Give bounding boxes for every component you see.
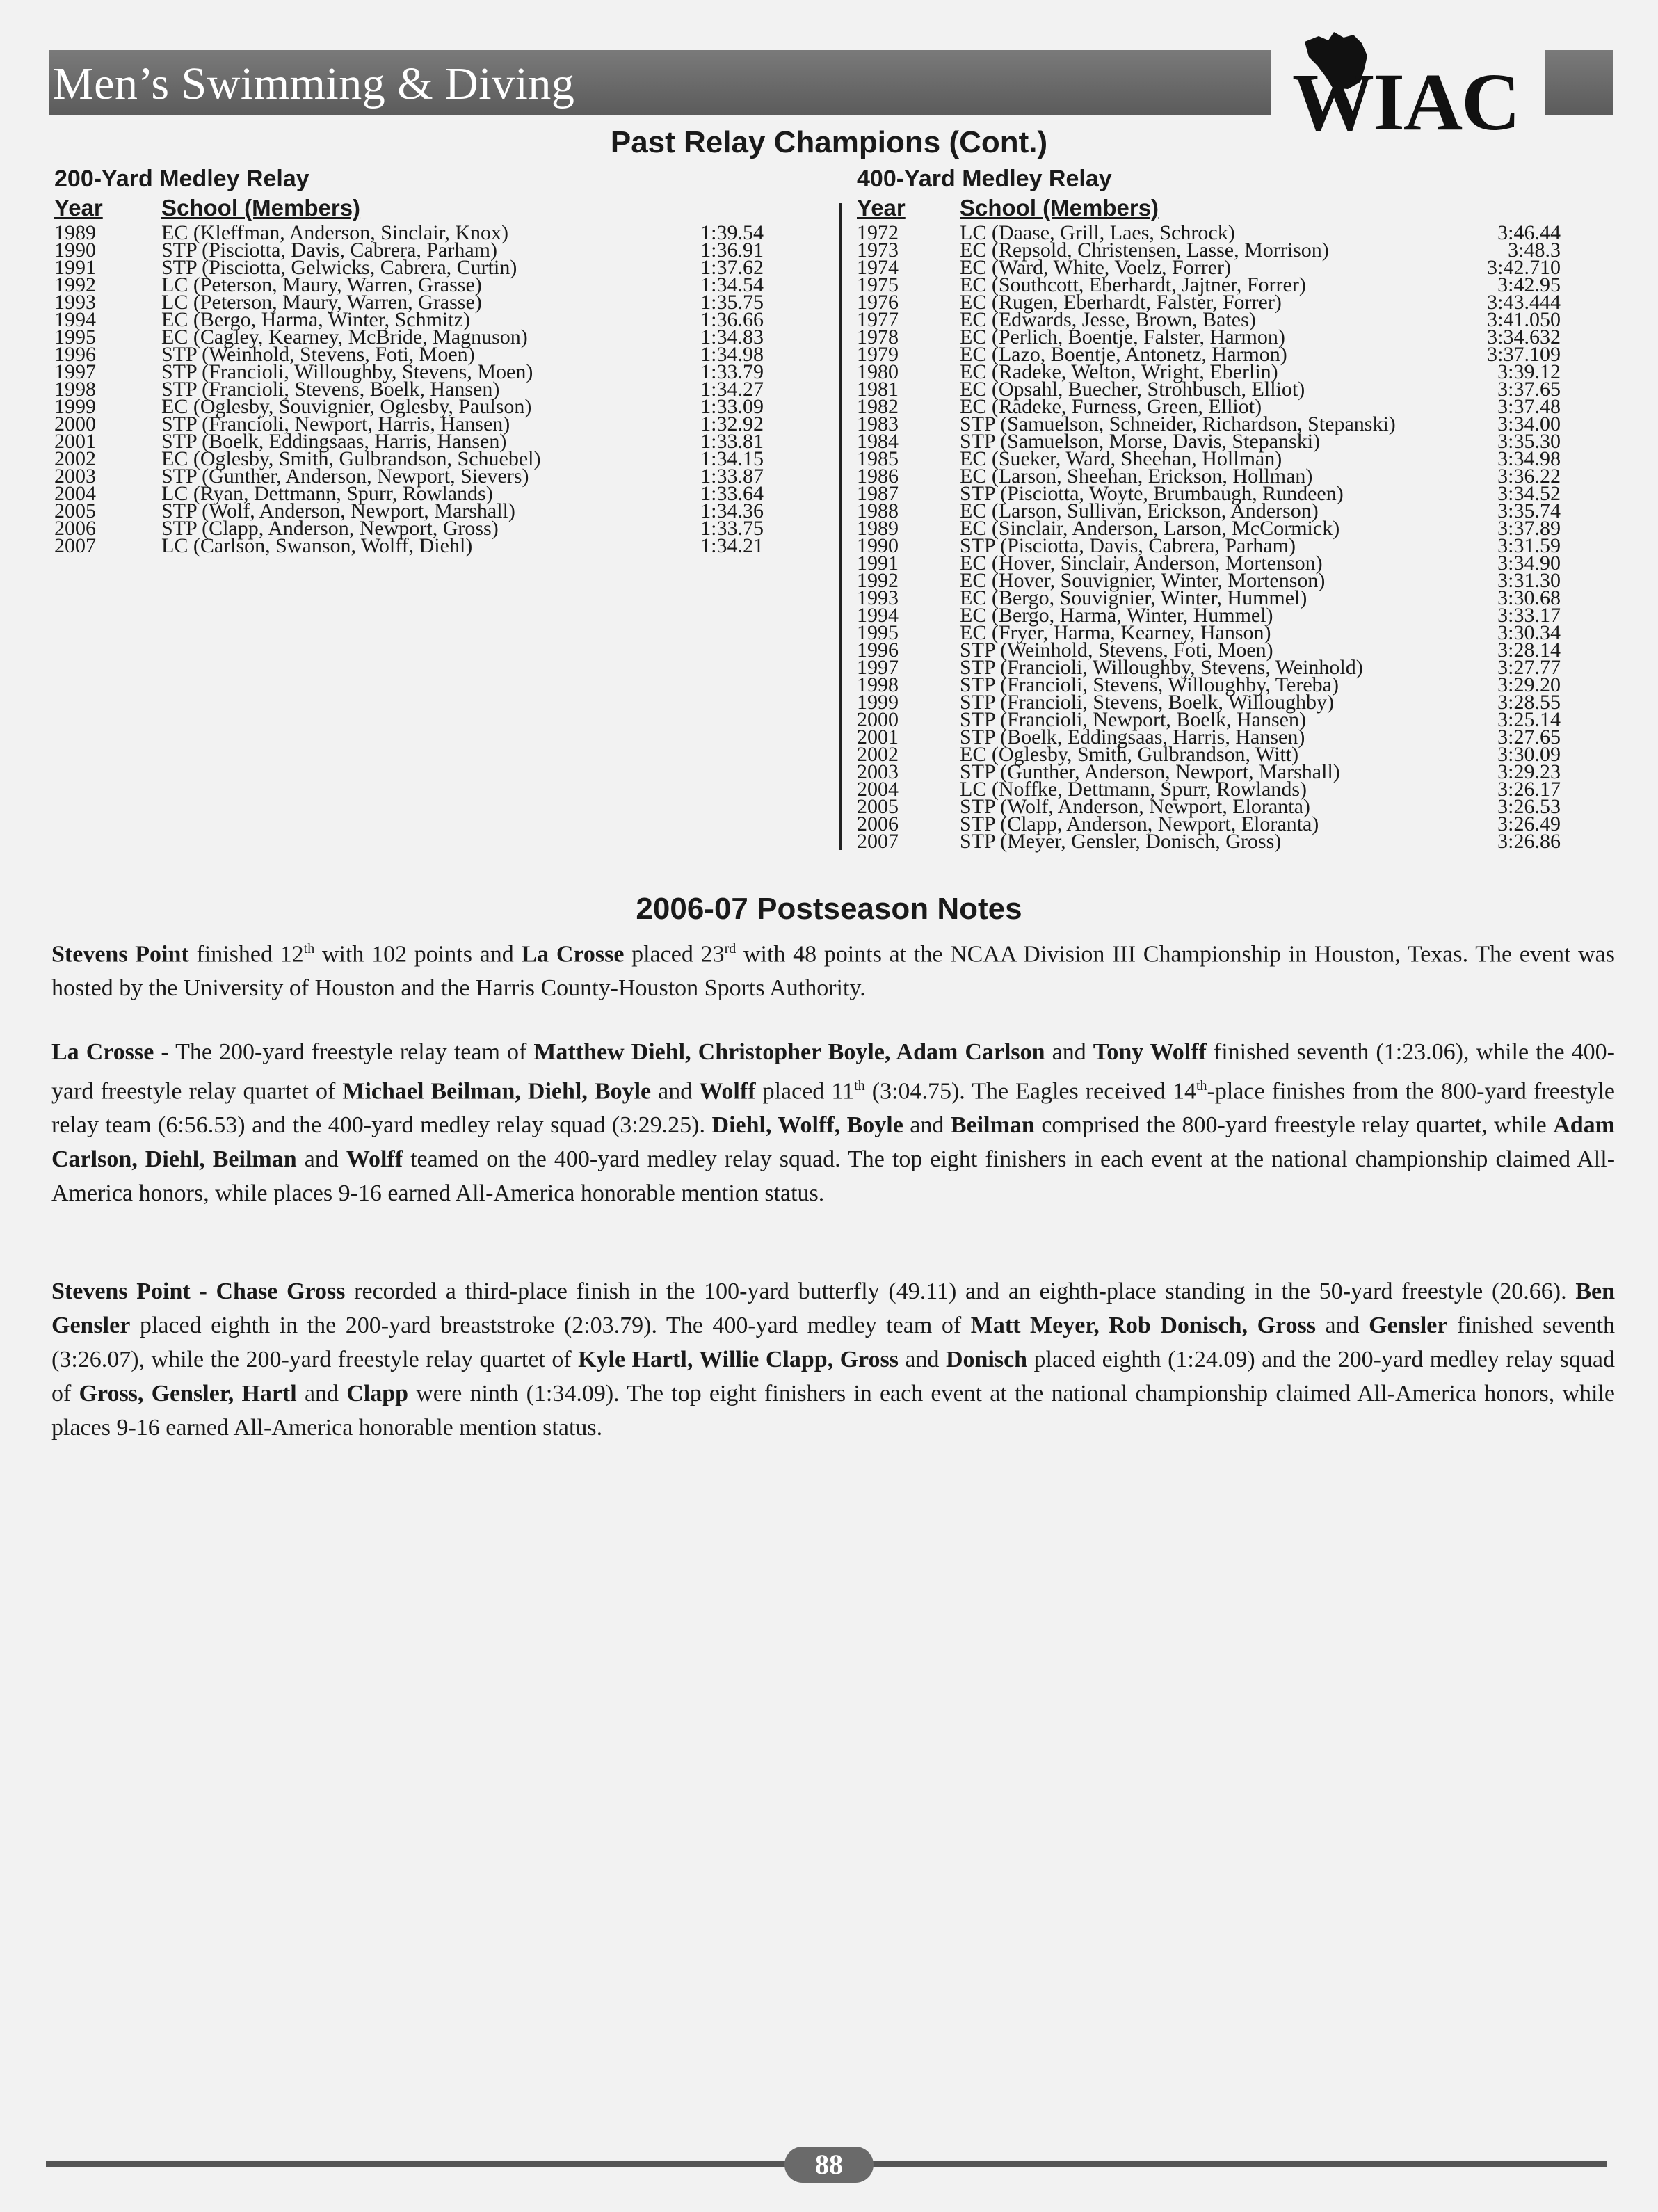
text-run: with 102 points and [314,941,522,968]
relay-school-members: LC (Ryan, Dettmann, Spurr, Rowlands) [161,482,493,505]
relay-school-members: EC (Radeke, Furness, Green, Elliot) [960,395,1262,418]
relay-year: 2000 [54,412,96,435]
relay-school-members: EC (Perlich, Boentje, Falster, Harmon) [960,326,1285,348]
relay-time: 3:28.55 [1497,691,1561,714]
relay-time: 1:33.64 [700,482,764,505]
text-run: and [898,1347,946,1372]
relay-school-members: EC (Larson, Sheehan, Erickson, Hollman) [960,465,1313,488]
relay-year: 1999 [857,691,899,714]
relay-time: 1:36.91 [700,239,764,262]
notes-heading: 2006-07 Postseason Notes [636,892,1022,926]
relay-year: 1997 [857,656,899,679]
relay-time: 3:34.632 [1487,326,1561,348]
bold-name: Tony Wolff [1093,1039,1207,1065]
relay-school-members: EC (Southcott, Eberhardt, Jajtner, Forrer) [960,273,1306,296]
relay-year: 1995 [857,621,899,644]
bold-name: La Crosse [51,1039,154,1065]
text-run: - [190,1279,216,1304]
logo-text: WIAC [1292,56,1520,147]
bold-name: Beilman [950,1112,1035,1139]
text-run: and [296,1146,346,1173]
text-run: and [296,1381,347,1406]
relay-year: 1996 [857,639,899,662]
relay-year: 2006 [54,517,96,540]
text-run: finished 12 [188,941,304,968]
relay-year: 1998 [857,673,899,696]
bold-name: Kyle Hartl, Willie Clapp, Gross [578,1347,899,1372]
relay-time: 3:37.109 [1487,343,1561,366]
medley-400-year-header: Year [857,195,906,221]
bold-name: Donisch [945,1347,1028,1372]
relay-school-members: STP (Wolf, Anderson, Newport, Eloranta) [960,795,1310,818]
notes-paragraph-summary [51,932,1615,1005]
relay-time: 3:34.90 [1497,552,1561,575]
text-run: were ninth (1:34.09). The top eight finishers in each event at the national championship claimed All-America honors, while places 9-16 earned All-America honorable mention status. [51,1381,1615,1441]
relay-year: 1976 [857,291,899,314]
relay-year: 1992 [857,569,899,592]
relay-year: 2005 [857,795,899,818]
text-run: and [1045,1039,1093,1065]
relay-time: 3:35.30 [1497,430,1561,453]
relay-year: 2003 [857,760,899,783]
notes-paragraph-la-crosse [51,1035,1615,1210]
relay-time: 3:33.17 [1497,604,1561,627]
relay-time: 3:34.52 [1497,482,1561,505]
relay-year: 1999 [54,395,96,418]
relay-year: 1979 [857,343,899,366]
text-run: placed 11 [755,1078,855,1105]
relay-year: 1991 [54,256,96,279]
relay-school-members: STP (Clapp, Anderson, Newport, Gross) [161,517,499,540]
relay-school-members: STP (Samuelson, Schneider, Richardson, Stepanski) [960,412,1396,435]
medley-400-title: 400-Yard Medley Relay [857,166,1112,192]
ordinal-suffix: th [854,1078,865,1093]
relay-school-members: LC (Peterson, Maury, Warren, Grasse) [161,273,482,296]
relay-year: 1991 [857,552,899,575]
relay-time: 3:41.050 [1487,308,1561,331]
bold-name: La Crosse [521,941,625,968]
bold-name: Stevens Point [51,941,189,968]
medley-200-table [54,221,764,557]
relay-school-members: EC (Oglesby, Souvignier, Oglesby, Paulson) [161,395,532,418]
relay-row [857,830,1561,853]
relay-time: 3:27.65 [1497,726,1561,748]
relay-school-members: STP (Francioli, Willoughby, Stevens, Weinhold) [960,656,1363,679]
relay-school-members: STP (Gunther, Anderson, Newport, Marshall) [960,760,1340,783]
page-number: 88 [815,2149,843,2180]
relay-school-members: STP (Pisciotta, Davis, Cabrera, Parham) [161,239,497,262]
wiac-logo [1271,28,1545,147]
relay-time: 1:37.62 [700,256,764,279]
relay-school-members: LC (Carlson, Swanson, Wolff, Diehl) [161,534,473,557]
relay-time: 1:34.27 [700,378,764,401]
relay-time: 1:34.15 [700,447,764,470]
relay-school-members: STP (Weinhold, Stevens, Foti, Moen) [960,639,1273,662]
relay-time: 1:34.21 [700,534,764,557]
ordinal-suffix: rd [724,941,737,956]
relay-school-members: EC (Bergo, Harma, Winter, Hummel) [960,604,1273,627]
relay-time: 1:33.75 [700,517,764,540]
relay-time: 3:26.86 [1497,830,1561,853]
relay-year: 2001 [857,726,899,748]
bold-name: Wolff [699,1078,756,1105]
relay-school-members: EC (Opsahl, Buecher, Strohbusch, Elliot) [960,378,1305,401]
relay-time: 3:42.95 [1497,273,1561,296]
relay-time: 3:29.23 [1497,760,1561,783]
relay-time: 1:36.66 [700,308,764,331]
relay-time: 1:35.75 [700,291,764,314]
relay-time: 3:36.22 [1497,465,1561,488]
text-run: and [651,1078,700,1105]
relay-school-members: STP (Francioli, Newport, Harris, Hansen) [161,412,510,435]
bold-name: Ben Gensler [51,1279,1616,1338]
bold-name: Matt Meyer, Rob Donisch, Gross [970,1313,1316,1338]
medley-200-school-header: School (Members) [161,195,361,221]
relay-year: 2002 [54,447,96,470]
relay-year: 1993 [857,586,899,609]
relay-year: 1984 [857,430,899,453]
relay-year: 1994 [54,308,96,331]
relay-year: 1972 [857,221,899,244]
relay-school-members: EC (Larson, Sullivan, Erickson, Anderson) [960,499,1319,522]
relay-school-members: EC (Radeke, Welton, Wright, Eberlin) [960,360,1278,383]
relay-school-members: EC (Kleffman, Anderson, Sinclair, Knox) [161,221,508,244]
relay-time: 3:43.444 [1487,291,1561,314]
relay-time: 3:34.98 [1497,447,1561,470]
relay-school-members: EC (Repsold, Christensen, Lasse, Morrison) [960,239,1329,262]
relay-year: 1989 [54,221,96,244]
relay-time: 1:32.92 [700,412,764,435]
relay-year: 1975 [857,273,899,296]
relay-time: 3:26.53 [1497,795,1561,818]
relay-time: 1:33.87 [700,465,764,488]
relay-time: 3:30.34 [1497,621,1561,644]
text-run: placed eighth (1:24.09) and the 200-yard medley relay squad of [51,1347,1616,1406]
bold-name: Chase Gross [216,1279,346,1304]
relay-school-members: EC (Ward, White, Voelz, Forrer) [960,256,1231,279]
relay-time: 3:46.44 [1497,221,1561,244]
relay-school-members: STP (Francioli, Willoughby, Stevens, Moen) [161,360,533,383]
relay-school-members: STP (Wolf, Anderson, Newport, Marshall) [161,499,515,522]
relay-year: 1988 [857,499,899,522]
relay-school-members: EC (Sinclair, Anderson, Larson, McCormick) [960,517,1340,540]
relay-time: 1:34.83 [700,326,764,348]
relay-school-members: LC (Noffke, Dettmann, Spurr, Rowlands) [960,778,1307,801]
relay-time: 1:34.36 [700,499,764,522]
text-run: placed eighth in the 200-yard breaststroke (2:03.79). The 400-yard medley team of [130,1313,971,1338]
relay-year: 2007 [857,830,899,853]
relay-time: 3:27.77 [1497,656,1561,679]
relay-year: 1983 [857,412,899,435]
text-run: finished seventh (3:26.07), while the 200-yard freestyle relay quartet of [51,1313,1615,1372]
bold-name: Gensler [1369,1313,1448,1338]
relay-year: 2001 [54,430,96,453]
relay-year: 2005 [54,499,96,522]
medley-200-title: 200-Yard Medley Relay [54,166,309,192]
relay-year: 1974 [857,256,899,279]
relay-year: 1989 [857,517,899,540]
bold-name: Matthew Diehl, Christopher Boyle, Adam Carlson [533,1039,1045,1065]
text-run: with 48 points at the NCAA Division III Championship in Houston, Texas. The event was hosted by the University of Houston and the Harris County-Houston Sports Authority. [51,941,1616,1002]
relay-time: 3:34.00 [1497,412,1561,435]
text-run: -place finishes from the 800-yard freestyle relay team (6:56.53) and the 400-yard medley relay squad (3:29.25). [51,1078,1615,1139]
relay-school-members: STP (Samuelson, Morse, Davis, Stepanski) [960,430,1321,453]
column-divider [839,203,842,850]
relay-school-members: EC (Sueker, Ward, Sheehan, Hollman) [960,447,1282,470]
notes-paragraph-stevens-point [51,1274,1615,1445]
relay-school-members: EC (Edwards, Jesse, Brown, Bates) [960,308,1256,331]
medley-400-school-header: School (Members) [960,195,1159,221]
text-run: and [903,1112,951,1139]
relay-time: 3:25.14 [1497,708,1561,731]
relay-school-members: LC (Peterson, Maury, Warren, Grasse) [161,291,482,314]
relay-year: 2006 [857,812,899,835]
text-run: placed 23 [624,941,725,968]
relay-school-members: STP (Francioli, Stevens, Boelk, Hansen) [161,378,500,401]
relay-time: 1:33.79 [700,360,764,383]
relay-school-members: EC (Hover, Sinclair, Anderson, Mortenson) [960,552,1323,575]
relay-school-members: EC (Bergo, Souvignier, Winter, Hummel) [960,586,1307,609]
relay-year: 1982 [857,395,899,418]
relay-year: 2000 [857,708,899,731]
relay-time: 3:48.3 [1508,239,1561,262]
relay-school-members: EC (Bergo, Harma, Winter, Schmitz) [161,308,470,331]
relay-school-members: STP (Francioli, Newport, Boelk, Hansen) [960,708,1306,731]
relay-time: 3:39.12 [1497,360,1561,383]
medley-200-year-header: Year [54,195,103,221]
relay-school-members: STP (Pisciotta, Davis, Cabrera, Parham) [960,534,1296,557]
relay-year: 1996 [54,343,96,366]
relay-school-members: STP (Boelk, Eddingsaas, Harris, Hansen) [161,430,507,453]
relay-school-members: EC (Fryer, Harma, Kearney, Hanson) [960,621,1271,644]
relay-year: 1995 [54,326,96,348]
relay-year: 1994 [857,604,899,627]
relay-time: 3:30.09 [1497,743,1561,766]
text-run: and [1315,1313,1369,1338]
bold-name: Diehl, Wolff, Boyle [711,1112,903,1139]
relay-time: 3:29.20 [1497,673,1561,696]
relay-time: 1:39.54 [700,221,764,244]
relay-year: 1992 [54,273,96,296]
relay-year: 2002 [857,743,899,766]
bold-name: Stevens Point [51,1279,191,1304]
relay-school-members: STP (Francioli, Stevens, Boelk, Willoughby) [960,691,1334,714]
relay-year: 1985 [857,447,899,470]
relay-time: 3:37.89 [1497,517,1561,540]
relay-time: 3:31.30 [1497,569,1561,592]
relay-year: 1973 [857,239,899,262]
bold-name: Gross, Gensler, Hartl [79,1381,297,1406]
relay-school-members: LC (Daase, Grill, Laes, Schrock) [960,221,1235,244]
relay-time: 3:37.48 [1497,395,1561,418]
bold-name: Wolff [346,1146,403,1173]
ordinal-suffix: th [303,941,315,956]
relay-year: 1990 [54,239,96,262]
text-run: comprised the 800-yard freestyle relay quartet, while [1034,1112,1554,1139]
relay-year: 1998 [54,378,96,401]
relay-time: 1:34.98 [700,343,764,366]
relay-time: 1:34.54 [700,273,764,296]
relay-year: 2004 [857,778,899,801]
relay-year: 1981 [857,378,899,401]
relay-year: 2007 [54,534,96,557]
relay-time: 1:33.09 [700,395,764,418]
relay-year: 2003 [54,465,96,488]
ordinal-suffix: th [1196,1078,1207,1093]
relay-year: 1993 [54,291,96,314]
relay-year: 1987 [857,482,899,505]
relay-school-members: EC (Rugen, Eberhardt, Falster, Forrer) [960,291,1282,314]
relay-time: 3:31.59 [1497,534,1561,557]
relay-time: 3:26.49 [1497,812,1561,835]
bold-name: Michael Beilman, Diehl, Boyle [342,1078,652,1105]
relay-year: 1990 [857,534,899,557]
relay-time: 3:28.14 [1497,639,1561,662]
relay-school-members: EC (Oglesby, Smith, Gulbrandson, Witt) [960,743,1299,766]
relay-school-members: STP (Pisciotta, Gelwicks, Cabrera, Curtin) [161,256,517,279]
relay-school-members: STP (Boelk, Eddingsaas, Harris, Hansen) [960,726,1305,748]
relay-school-members: STP (Gunther, Anderson, Newport, Sievers) [161,465,529,488]
relay-time: 3:37.65 [1497,378,1561,401]
relay-time: 1:33.81 [700,430,764,453]
text-run: recorded a third-place finish in the 100-yard butterfly (49.11) and an eighth-place standing in the 50-yard freestyle (20.66). [345,1279,1576,1304]
relay-year: 1977 [857,308,899,331]
bold-name: Clapp [346,1381,409,1406]
relay-school-members: STP (Francioli, Stevens, Willoughby, Tereba) [960,673,1339,696]
relay-year: 1997 [54,360,96,383]
relay-time: 3:26.17 [1497,778,1561,801]
relay-school-members: STP (Clapp, Anderson, Newport, Eloranta) [960,812,1319,835]
relay-year: 2004 [54,482,96,505]
section-title: Men’s Swimming & Diving [53,58,575,109]
text-run: (3:04.75). The Eagles received 14 [864,1078,1196,1105]
relay-row [54,534,764,557]
relay-time: 3:42.710 [1487,256,1561,279]
text-run: teamed on the 400-yard medley relay squad. The top eight finishers in each event at the national championship claimed All-America honors, while places 9-16 earned All-America honorable mention status. [51,1146,1616,1207]
relay-year: 1986 [857,465,899,488]
text-run: - The 200-yard freestyle relay team of [154,1039,534,1065]
relay-school-members: EC (Lazo, Boentje, Antonetz, Harmon) [960,343,1287,366]
bold-name: Adam Carlson, Diehl, Beilman [51,1112,1616,1173]
relay-time: 3:35.74 [1497,499,1561,522]
relay-time: 3:30.68 [1497,586,1561,609]
page-heading: Past Relay Champions (Cont.) [610,125,1048,159]
medley-400-table [857,221,1561,853]
relay-year: 1980 [857,360,899,383]
relay-school-members: STP (Meyer, Gensler, Donisch, Gross) [960,830,1282,853]
relay-school-members: EC (Oglesby, Smith, Gulbrandson, Schuebel) [161,447,541,470]
relay-school-members: STP (Pisciotta, Woyte, Brumbaugh, Rundeen) [960,482,1344,505]
relay-school-members: STP (Weinhold, Stevens, Foti, Moen) [161,343,475,366]
text-run: finished seventh (1:23.06), while the 400-yard freestyle relay quartet of [51,1039,1616,1105]
relay-school-members: EC (Hover, Souvignier, Winter, Mortenson) [960,569,1326,592]
relay-school-members: EC (Cagley, Kearney, McBride, Magnuson) [161,326,528,348]
relay-year: 1978 [857,326,899,348]
